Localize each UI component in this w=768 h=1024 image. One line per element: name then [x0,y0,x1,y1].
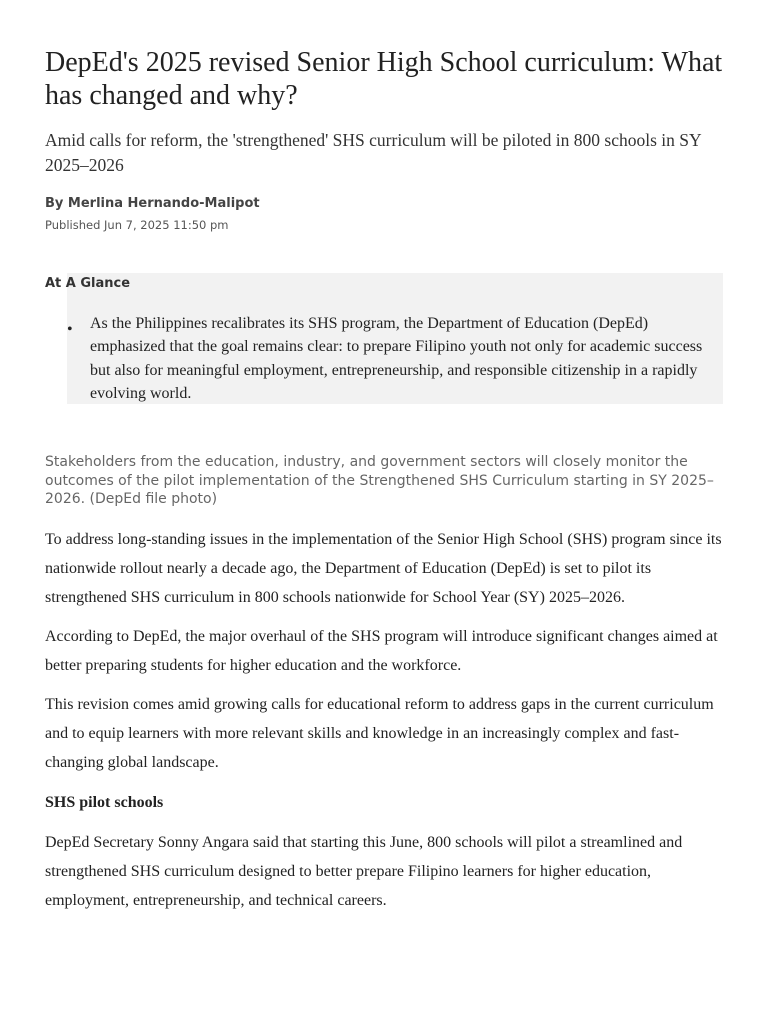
bullet-icon: • [67,321,73,338]
article-subhead: Amid calls for reform, the 'strengthened' SHS curriculum will be piloted in 800 schools in SY 2025–2026 [45,130,701,175]
photo-caption: Stakeholders from the education, industry, and government sectors will closely monitor the outcomes of the pilot implementation of the Strengthened SHS Curriculum starting in SY 2025–2026. (DepEd file photo) [45,454,714,507]
body-paragraph: According to DepEd, the major overhaul of the SHS program will introduce significant changes aimed at better preparing students for higher education and the workforce. [45,628,718,674]
body-paragraph: DepEd Secretary Sonny Angara said that starting this June, 800 schools will pilot a streamlined and strengthened SHS curriculum designed to better prepare Filipino learners for higher education, employment, entrepreneurship, and technical careers. [45,834,683,909]
body-paragraph: To address long-standing issues in the implementation of the Senior High School (SHS) program since its nationwide rollout nearly a decade ago, the Department of Education (DepEd) is set to pilot its strengthened SHS curriculum in 800 schools nationwide for School Year (SY) 2025–2026. [45,531,722,606]
at-a-glance-item: As the Philippines recalibrates its SHS program, the Department of Education (DepEd) emphasized that the goal remains clear: to prepare Filipino youth not only for academic success but also for meaningful employment, entrepreneurship, and responsible citizenship in a rapidly evolving world. [90,315,703,402]
article-headline: DepEd's 2025 revised Senior High School curriculum: What has changed and why? [45,47,723,111]
author-byline[interactable]: By Merlina Hernando-Malipot [45,196,260,211]
at-a-glance-label: At A Glance [45,276,131,291]
section-heading: SHS pilot schools [45,794,164,811]
body-paragraph: This revision comes amid growing calls for educational reform to address gaps in the current curriculum and to equip learners with more relevant skills and knowledge in an increasingly complex and fast-changing global landscape. [45,696,714,771]
published-date: Published Jun 7, 2025 11:50 pm [45,218,229,232]
